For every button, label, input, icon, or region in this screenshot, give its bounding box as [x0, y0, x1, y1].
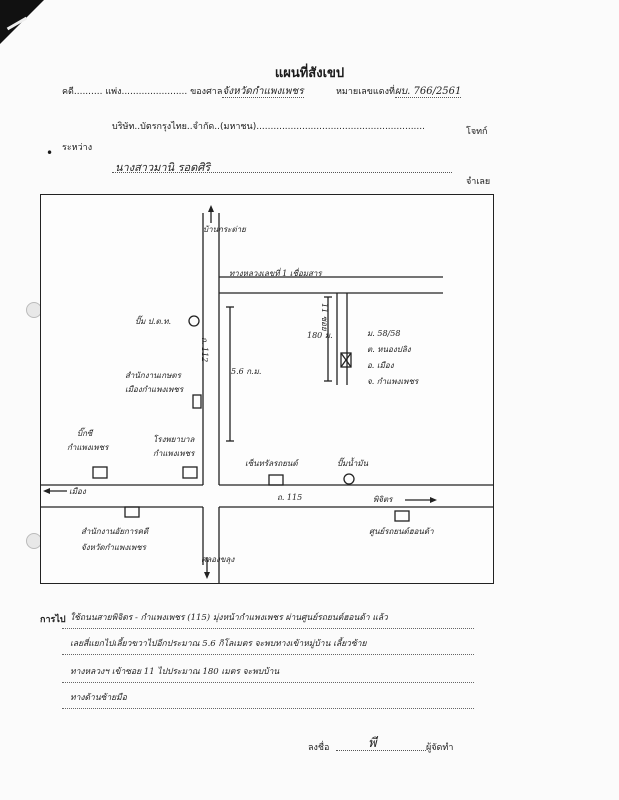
- signature-mark: พี: [368, 736, 377, 751]
- black-number-line: [336, 84, 461, 99]
- direction-line-3: ทางหลวงฯ เข้าซอย 11 ไปประมาณ 180 เมตร จะพบบ้าน: [70, 667, 280, 677]
- address-line-3: อ. เมือง: [367, 361, 394, 370]
- road-side-top-label: ทางหลวงเลขที่ 1 เชื่อมสาร: [229, 269, 322, 278]
- hospital-label-2: กำแพงเพชร: [153, 449, 195, 458]
- direction-rule-1: [62, 628, 474, 629]
- address-line-4: จ. กำแพงเพชร: [367, 377, 419, 386]
- direction-line-1: ใช้ถนนสายพิจิตร - กำแพงเพชร (115) มุ่งหน้ากำแพงเพชร ผ่านศูนย์รถยนต์ฮอนด้า แล้ว: [70, 613, 388, 623]
- distance-180m-label: 180 ม.: [307, 331, 333, 340]
- company-line: บริษัท..บัตรกรุงไทย..จำกัด..(มหาชน)...........................................................: [112, 122, 425, 132]
- distance-km-label: 5.6 ก.ม.: [231, 367, 262, 376]
- provincial-office-label-2: จังหวัดกำแพงเพชร: [81, 543, 146, 552]
- directions-label: การไป: [40, 615, 66, 625]
- signature-role: ผู้จัดทำ: [426, 743, 454, 753]
- address-line-1: ม. 58/58: [367, 329, 401, 338]
- hospital-label-1: โรงพยาบาล: [153, 435, 195, 444]
- bigc-label-2: กำแพงเพชร: [67, 443, 109, 452]
- city-direction-label: เมือง: [69, 487, 86, 496]
- defendant-dotted-line: [112, 172, 452, 173]
- hospital-building: [183, 467, 197, 478]
- address-line-2: ต. หนองปลิง: [367, 345, 411, 354]
- case-label: คดี.......... แพ่ง....................... ของศาล: [62, 87, 223, 97]
- soi-11-label: 11 ซอย: [320, 303, 329, 331]
- case-line: [62, 84, 304, 99]
- black-number-value: ผบ. 766/2561: [394, 86, 462, 97]
- direction-line-2: เลยสี่แยกไปเลี้ยวขวาไปอีกประมาณ 5.6 กิโลเมตร จะพบทางเข้าหมู่บ้าน เลี้ยวซ้าย: [70, 639, 367, 649]
- court-value: จังหวัดกำแพงเพชร: [222, 86, 304, 97]
- bullet-dot: •: [46, 146, 54, 160]
- phichit-direction-label: พิจิตร: [373, 495, 393, 504]
- page-title: แผนที่สังเขป: [274, 66, 345, 81]
- plaintiff-label: โจทก์: [466, 127, 488, 137]
- direction-line-4: ทางด้านซ้ายมือ: [70, 693, 127, 703]
- defendant-label: จำเลย: [466, 177, 491, 187]
- signature-line: [336, 750, 426, 751]
- office-label-1: สำนักงานเกษตร: [125, 371, 181, 380]
- office-label-2: เมืองกำแพงเพชร: [125, 385, 184, 394]
- signature-label: ลงชื่อ: [308, 743, 330, 753]
- road-north-label: บ้านกระต่าย: [203, 225, 246, 234]
- south-road-label: คลองขลุง: [201, 555, 235, 564]
- ptt-station-label: ปั๊ม ป.ต.ท.: [135, 317, 172, 326]
- service-center-label: ศูนย์รถยนต์ฮอนด้า: [369, 527, 434, 536]
- office-building: [193, 395, 201, 408]
- defendant-value: นางสาวมานิ รอดศิริ: [115, 161, 211, 174]
- bigc-label-1: บิ๊กซี: [77, 429, 93, 438]
- car-shop-label: เซ็นทรัลรถยนต์: [245, 459, 298, 468]
- sketch-map: [40, 194, 494, 584]
- direction-rule-3: [62, 682, 474, 683]
- gas-station-label: ปั๊มน้ำมัน: [337, 459, 369, 468]
- provincial-office-label-1: สำนักงานอัยการคดี: [81, 527, 149, 536]
- bigc-building: [93, 467, 107, 478]
- road-115-label: ถ. 115: [277, 493, 303, 502]
- provincial-office-building: [125, 507, 139, 517]
- black-number-label: หมายเลขแดงที่: [336, 87, 395, 97]
- road-112-label: ถ. 112: [200, 337, 209, 363]
- car-shop-building: [269, 475, 283, 485]
- direction-rule-2: [62, 654, 474, 655]
- between-label: ระหว่าง: [62, 143, 93, 153]
- direction-rule-4: [62, 708, 474, 709]
- service-center-building: [395, 511, 409, 521]
